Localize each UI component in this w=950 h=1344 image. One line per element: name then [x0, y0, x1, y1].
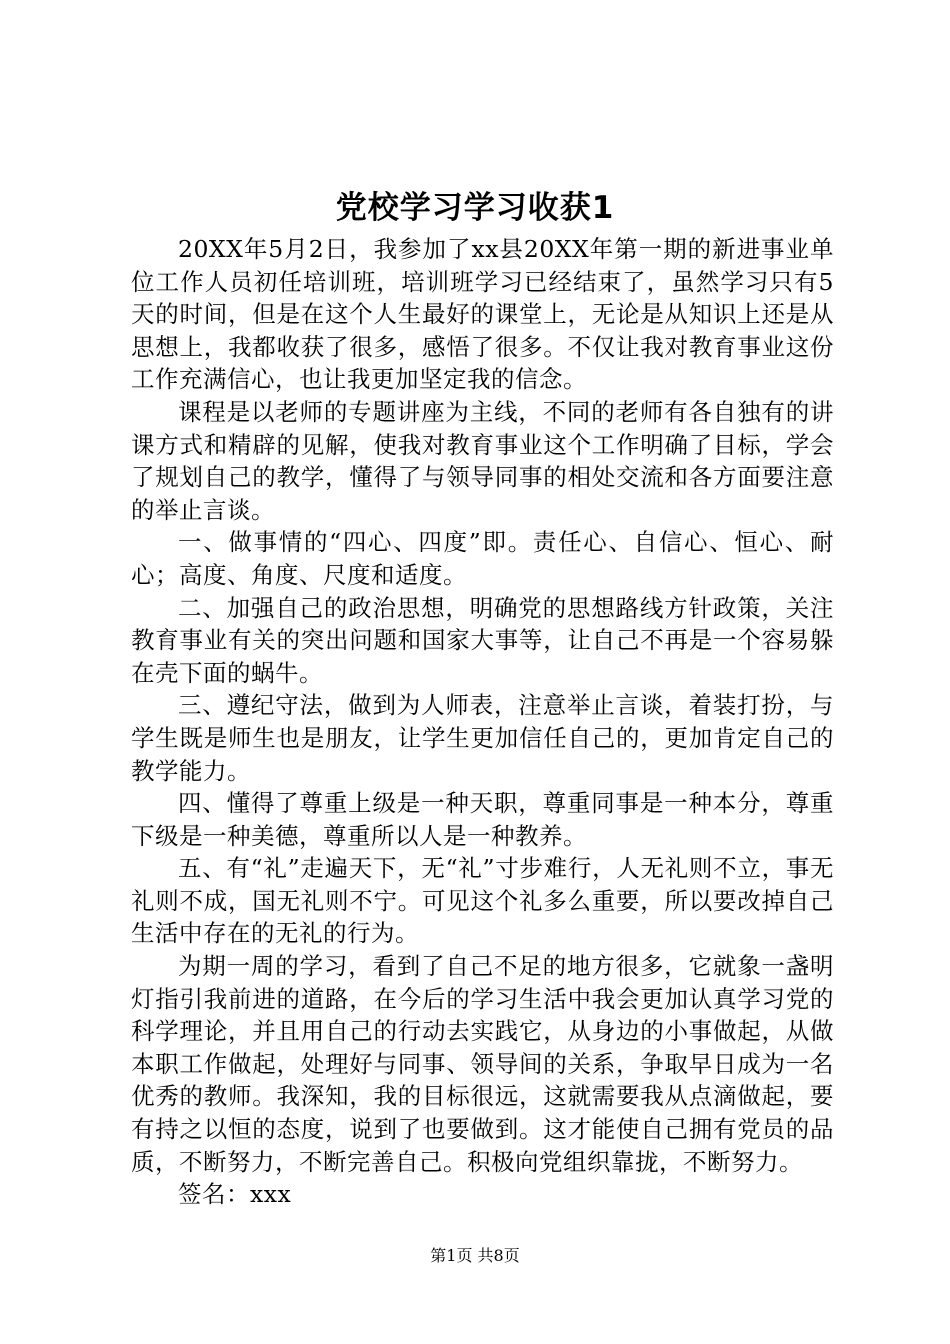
paragraph: 为期一周的学习，看到了自己不足的地方很多，它就象一盏明灯指引我前进的道路，在今后的学习生活中我会更加认真学习党的科学理论，并且用自己的行动去实践它，从身边的小事做起，从做本职工作做起，处理好与同事、领导间的关系，争取早日成为一名优秀的教师。我深知，我的目标很远，这就需要我从点滴做起，要有持之以恒的态度，说到了也要做到。这才能使自己拥有党员的品质，不断努力，不断完善自己。积极向党组织靠拢，不断努力。: [131, 952, 834, 1176]
paragraph: 二、加强自己的政治思想，明确党的思想路线方针政策，关注教育事业有关的突出问题和国家大事等，让自己不再是一个容易躲在壳下面的蜗牛。: [131, 593, 834, 687]
paragraph: 三、遵纪守法，做到为人师表，注意举止言谈，着装打扮，与学生既是师生也是朋友，让学生更加信任自己的，更加肯定自己的教学能力。: [131, 691, 834, 785]
page-footer: 第1页 共8页: [430, 1246, 520, 1265]
paragraph: 课程是以老师的专题讲座为主线，不同的老师有各自独有的讲课方式和精辟的见解，使我对教育事业这个工作明确了目标，学会了规划自己的教学，懂得了与领导同事的相处交流和各方面要注意的举止言谈。: [131, 397, 834, 524]
document-title: 党校学习学习收获1: [335, 190, 615, 226]
paragraph: 20XX年5月2日，我参加了xx县20XX年第一期的新进事业单位工作人员初任培训班，培训班学习已经结束了，虽然学习只有5天的时间，但是在这个人生最好的课堂上，无论是从知识上还是从思想上，我都收获了很多，感悟了很多。不仅让我对教育事业这份工作充满信心，也让我更加坚定我的信念。: [131, 235, 834, 394]
paragraph: 四、懂得了尊重上级是一种天职，尊重同事是一种本分，尊重下级是一种美德，尊重所以人是一种教养。: [131, 789, 834, 850]
document-body: [131, 233, 834, 1211]
paragraph: 五、有“礼”走遍天下，无“礼”寸步难行，人无礼则不立，事无礼则不成，国无礼则不宁。可见这个礼多么重要，所以要改掉自己生活中存在的无礼的行为。: [131, 854, 834, 948]
paragraph: 一、做事情的“四心、四度”即。责任心、自信心、恒心、耐心；高度、角度、尺度和适度。: [131, 528, 834, 589]
signature: 签名：xxx: [178, 1180, 292, 1209]
